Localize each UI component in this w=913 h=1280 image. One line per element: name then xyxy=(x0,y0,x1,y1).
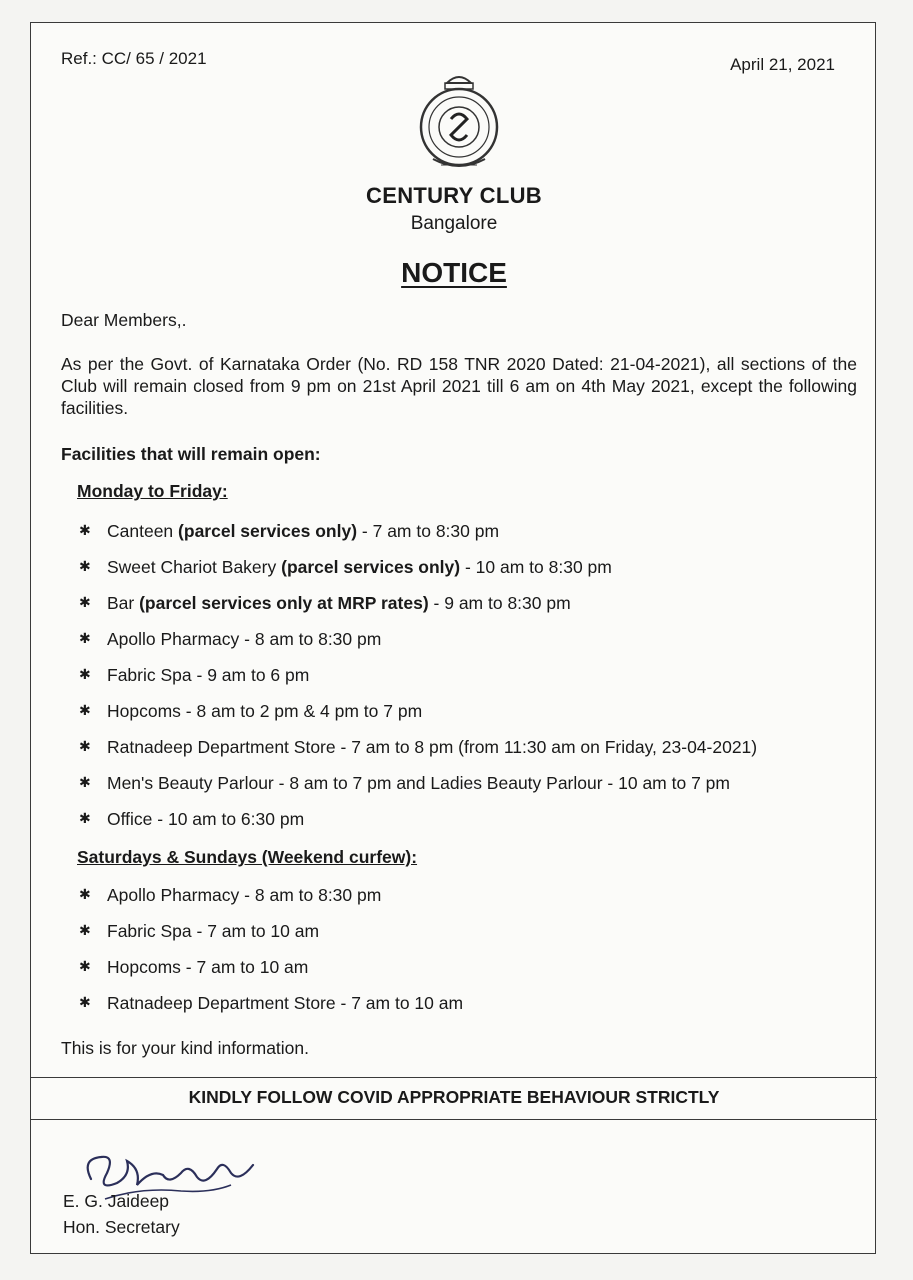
club-emblem-icon xyxy=(411,69,507,181)
list-item: ✱ Fabric Spa - 9 am to 6 pm xyxy=(79,665,310,685)
list-item: ✱ Office - 10 am to 6:30 pm xyxy=(79,809,305,829)
list-item: ✱ Ratnadeep Department Store - 7 am to 10 am xyxy=(79,993,464,1013)
notice-sheet xyxy=(30,22,876,1254)
notice-title: NOTICE xyxy=(401,257,507,288)
list-item: ✱ Fabric Spa - 7 am to 10 am xyxy=(79,921,320,941)
closing-line: This is for your kind information. xyxy=(61,1038,310,1058)
bullet-asterisk-icon: ✱ xyxy=(79,810,91,826)
bullet-asterisk-icon: ✱ xyxy=(79,922,91,938)
list-item: ✱ Men's Beauty Parlour - 8 am to 7 pm and Ladies Beauty Parlour - 10 am to 7 pm xyxy=(79,773,730,793)
bullet-asterisk-icon: ✱ xyxy=(79,594,91,610)
bullet-asterisk-icon: ✱ xyxy=(79,522,91,538)
salutation: Dear Members,. xyxy=(61,310,187,330)
notice-date: April 21, 2021 xyxy=(730,55,835,74)
reference-number: Ref.: CC/ 65 / 2021 xyxy=(61,49,207,68)
list-item: ✱ Apollo Pharmacy - 8 am to 8:30 pm xyxy=(79,629,382,649)
list-item: ✱ Sweet Chariot Bakery (parcel services only) - 10 am to 8:30 pm xyxy=(79,557,612,577)
list-item: ✱ Ratnadeep Department Store - 7 am to 8 pm (from 11:30 am on Friday, 23-04-2021) xyxy=(79,737,758,757)
covid-banner: KINDLY FOLLOW COVID APPROPRIATE BEHAVIOUR STRICTLY xyxy=(188,1087,720,1107)
intro-paragraph: As per the Govt. of Karnataka Order (No. RD 158 TNR 2020 Dated: 21-04-2021), all sections of the Club will remain closed from 9 pm on 21st April 2021 till 6 am on 4th May 2021, except the following facilities. xyxy=(61,354,857,418)
bullet-asterisk-icon: ✱ xyxy=(79,738,91,754)
list-item: ✱ Hopcoms - 8 am to 2 pm & 4 pm to 7 pm xyxy=(79,701,423,721)
bullet-asterisk-icon: ✱ xyxy=(79,994,91,1010)
weekday-heading: Monday to Friday: xyxy=(77,481,228,501)
bullet-asterisk-icon: ✱ xyxy=(79,702,91,718)
list-item: ✱ Apollo Pharmacy - 8 am to 8:30 pm xyxy=(79,885,382,905)
facilities-heading: Facilities that will remain open: xyxy=(61,444,321,464)
weekend-heading: Saturdays & Sundays (Weekend curfew): xyxy=(77,847,418,867)
bullet-asterisk-icon: ✱ xyxy=(79,958,91,974)
divider xyxy=(31,1119,877,1120)
bullet-asterisk-icon: ✱ xyxy=(79,558,91,574)
org-name: CENTURY CLUB xyxy=(366,183,542,208)
org-city: Bangalore xyxy=(410,213,498,234)
bullet-asterisk-icon: ✱ xyxy=(79,886,91,902)
signatory-name: E. G. Jaideep xyxy=(63,1191,170,1211)
list-item: ✱ Bar (parcel services only at MRP rates) - 9 am to 8:30 pm xyxy=(79,593,571,613)
signatory-title: Hon. Secretary xyxy=(63,1217,180,1237)
list-item: ✱ Canteen (parcel services only) - 7 am to 8:30 pm xyxy=(79,521,500,541)
bullet-asterisk-icon: ✱ xyxy=(79,774,91,790)
list-item: ✱ Hopcoms - 7 am to 10 am xyxy=(79,957,309,977)
bullet-asterisk-icon: ✱ xyxy=(79,630,91,646)
bullet-asterisk-icon: ✱ xyxy=(79,666,91,682)
divider xyxy=(31,1077,877,1078)
